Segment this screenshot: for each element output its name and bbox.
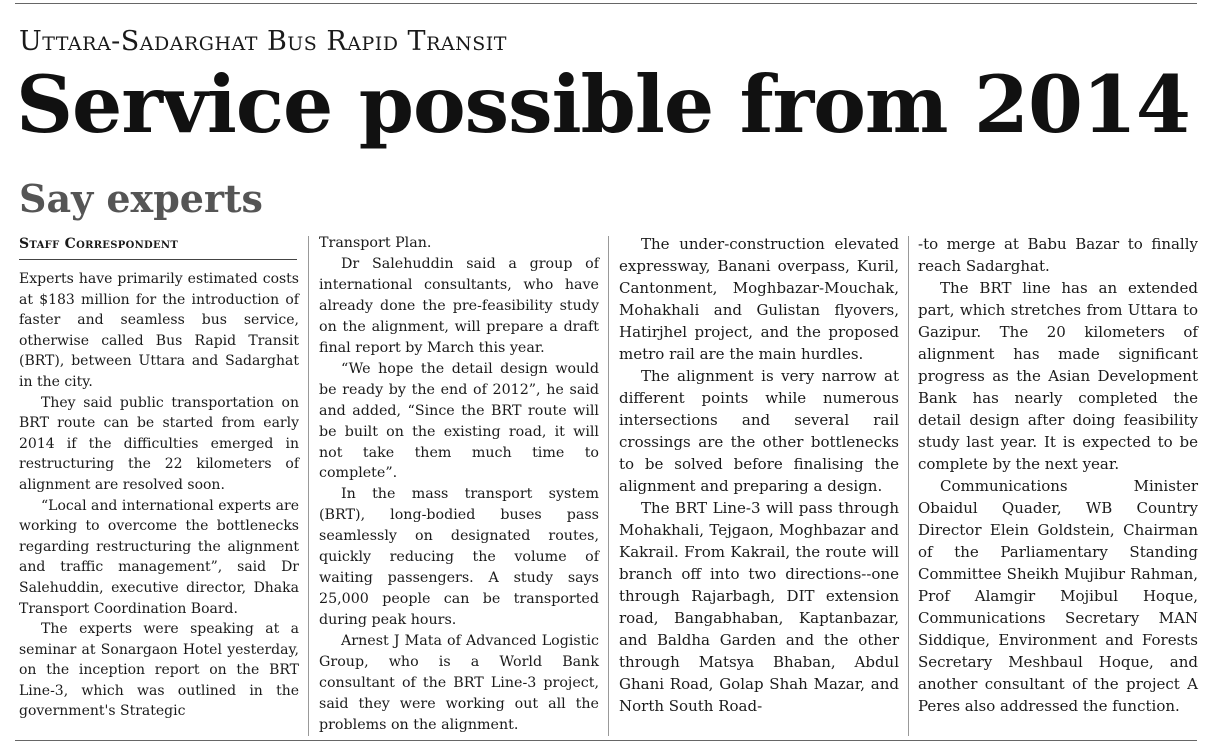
paragraph: Transport Plan. xyxy=(319,235,432,251)
paragraph: “Local and international experts are working to overcome the bottlenecks regarding restructuring the alignment and traffic management”, said Dr Salehuddin, executive director, Dhaka Transport Coordination Board. xyxy=(19,497,299,617)
column-separator xyxy=(908,236,909,736)
paragraph: Arnest J Mata of Advanced Logistic Group, who is a World Bank consultant of the BRT Line-3 project, said they were working out all the problems on the alignment. xyxy=(319,633,599,733)
paragraph: Dr Salehuddin said a group of international consultants, who have already done the pre-feasibility study on the alignment, will prepare a draft final report by March this year. xyxy=(319,255,599,356)
article-column-4 xyxy=(918,233,1198,717)
column-separator xyxy=(308,236,309,736)
column-separator xyxy=(608,236,609,736)
article-column-2 xyxy=(319,233,599,736)
paragraph: The alignment is very narrow at different points while numerous intersections and several rail crossings are the other bottlenecks to be solved before finalising the alignment and preparing a design. xyxy=(619,367,899,495)
article-column-1 xyxy=(19,269,299,722)
subhead: Say experts xyxy=(19,176,263,221)
paragraph: Communications Minister Obaidul Quader, WB Country Director Elein Goldstein, Chairman of the Parliamentary Standing Committee Sheikh Mujibur Rahman, Prof Alamgir Mojibul Hoque, Communications Secretary MAN Siddique, Environment and Forests Secretary Meshbaul Hoque, and another consultant of the project A Peres also addressed the function. xyxy=(918,477,1198,715)
paragraph: They said public transportation on BRT route can be started from early 2014 if the difficulties emerged in restructuring the 22 kilometers of alignment are resolved soon. xyxy=(19,394,299,493)
paragraph: The experts were speaking at a seminar at Sonargaon Hotel yesterday, on the inception report on the BRT Line-3, which was outlined in the government's Strategic xyxy=(19,621,299,720)
headline: Service possible from 2014 xyxy=(16,58,1190,151)
byline-rule xyxy=(19,259,297,260)
paragraph: In the mass transport system (BRT), long-bodied buses pass seamlessly on designated routes, quickly reducing the volume of waiting passengers. A study says 25,000 people can be transported during peak hours. xyxy=(319,486,599,629)
paragraph: The under-construction elevated expressway, Banani overpass, Kuril, Cantonment, Moghbazar-Mouchak, Mohakhali and Gulistan flyovers, Hatirjhel project, and the proposed metro rail are the main hurdles. xyxy=(619,235,899,363)
kicker: Uttara-Sadarghat Bus Rapid Transit xyxy=(19,26,507,57)
article-column-3 xyxy=(619,233,899,717)
paragraph: “We hope the detail design would be ready by the end of 2012”, he said and added, “Since the BRT route will be built on the existing road, it will not take them much time to complete”. xyxy=(319,360,599,482)
byline: Staff Correspondent xyxy=(19,236,179,252)
bottom-rule xyxy=(15,740,1197,741)
paragraph: The BRT Line-3 will pass through Mohakhali, Tejgaon, Moghbazar and Kakrail. From Kakrail, the route will branch off into two directions--one through Rajarbagh, DIT extension road, Bangabhaban, Kaptanbazar, and Baldha Garden and the other through Matsya Bhaban, Abdul Ghani Road, Golap Shah Mazar, and North South Road- xyxy=(619,499,899,715)
paragraph: The BRT line has an extended part, which stretches from Uttara to Gazipur. The 20 kilometers of alignment has made significant progress as the Asian Development Bank has nearly completed the detail design after doing feasibility study last year. It is expected to be complete by the next year. xyxy=(918,279,1198,473)
top-rule xyxy=(15,3,1197,4)
paragraph: Experts have primarily estimated costs at $183 million for the introduction of faster and seamless bus service, otherwise called Bus Rapid Transit (BRT), between Uttara and Sadarghat in the city. xyxy=(19,271,299,390)
paragraph: -to merge at Babu Bazar to finally reach Sadarghat. xyxy=(918,235,1198,275)
